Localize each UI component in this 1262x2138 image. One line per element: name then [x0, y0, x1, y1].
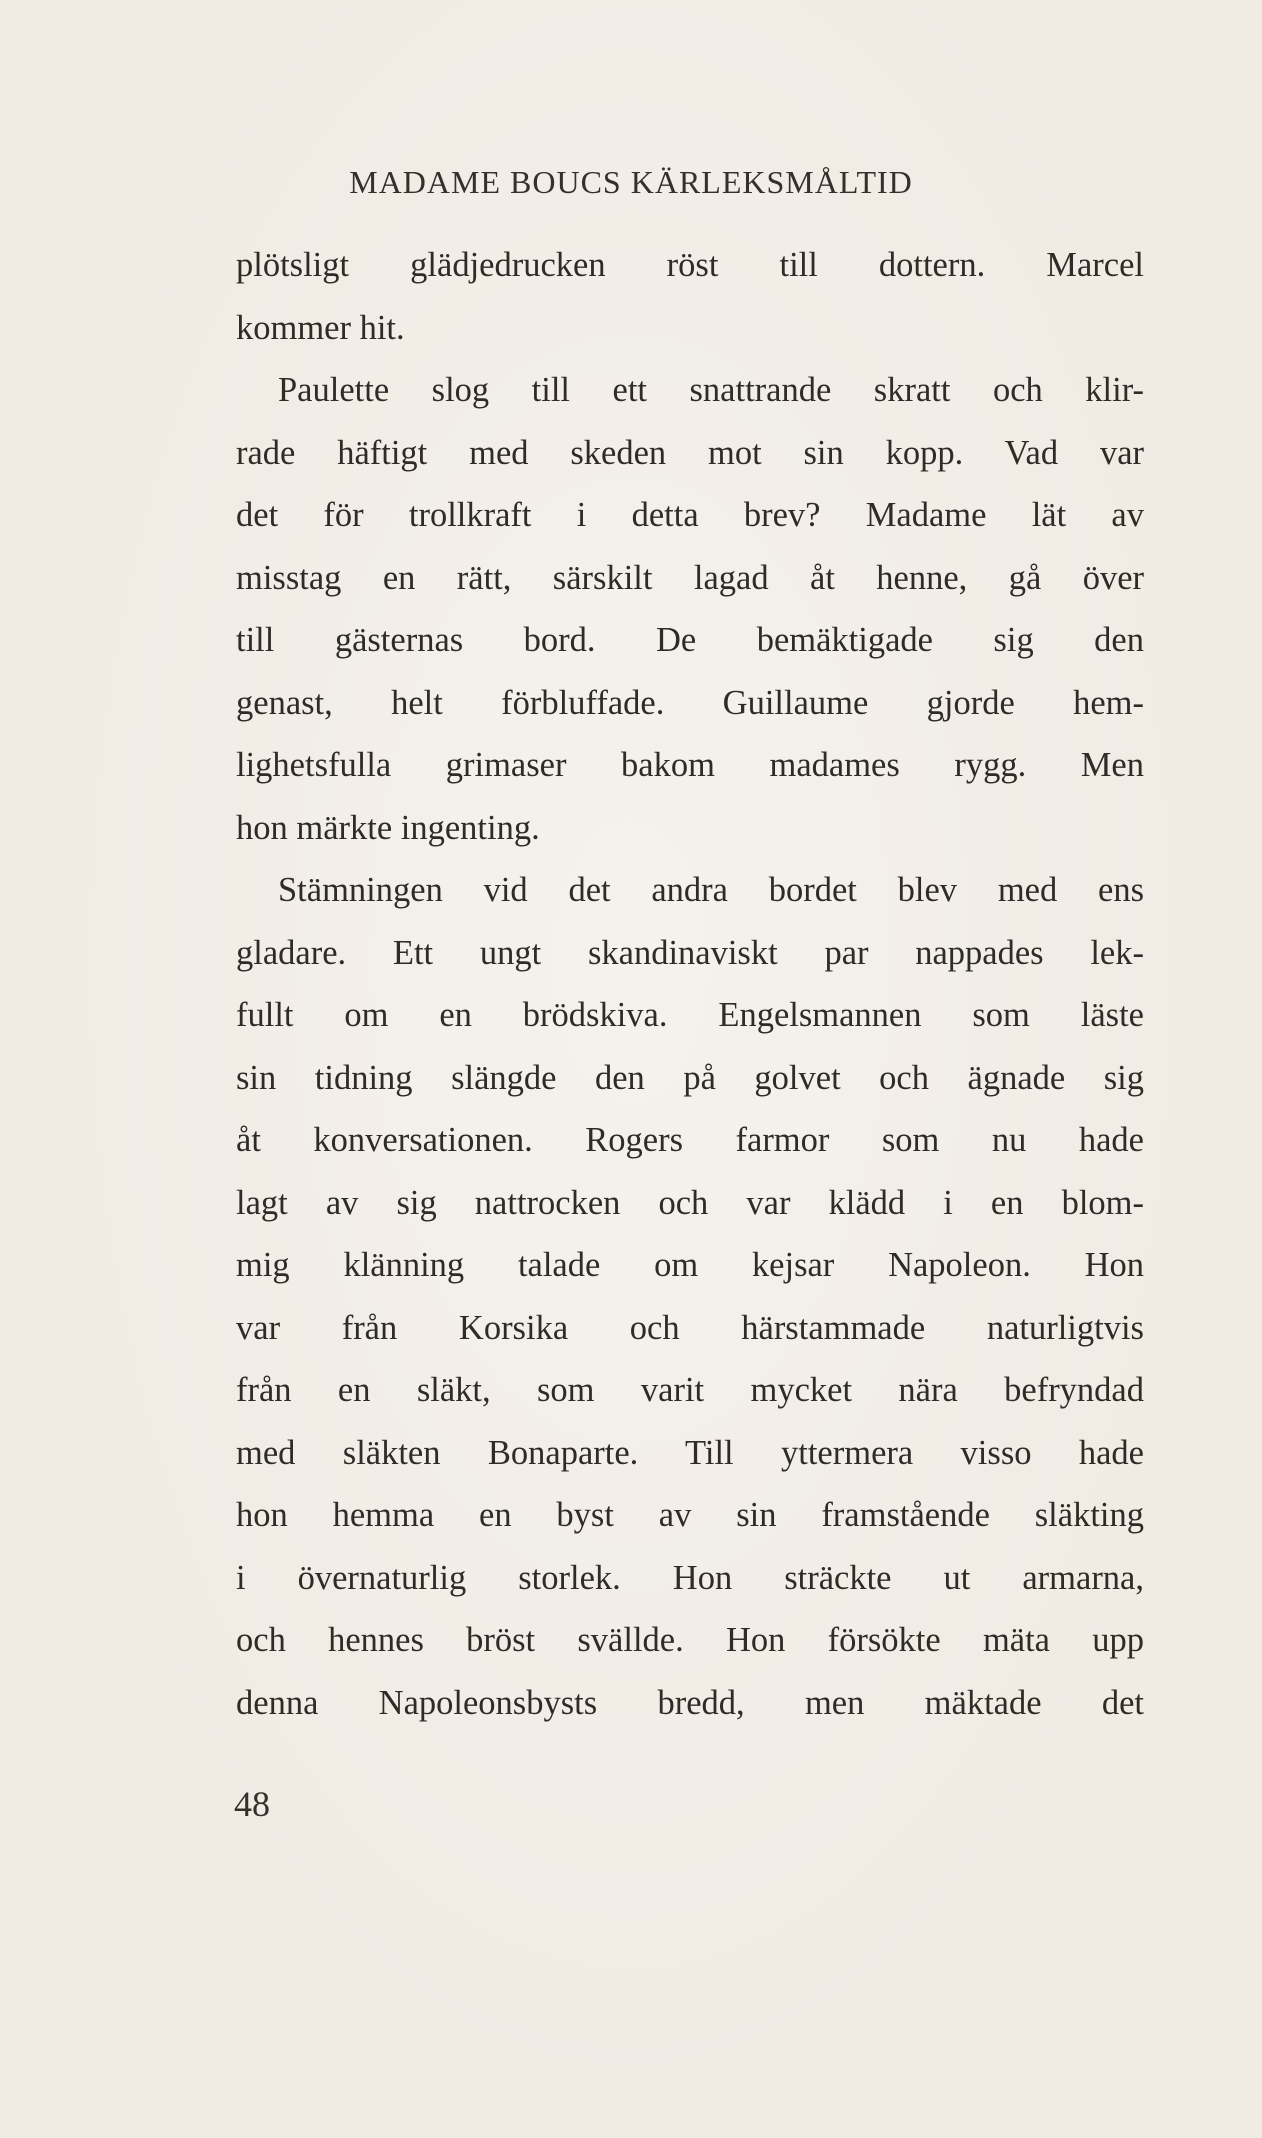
text-line: fullt om en brödskiva. Engelsmannen som läste [236, 996, 1144, 1034]
text-line: från en släkt, som varit mycket nära befryndad [236, 1371, 1144, 1409]
text-line: lagt av sig nattrocken och var klädd i en blom- [236, 1183, 1144, 1222]
text-line: med släkten Bonaparte. Till yttermera visso hade [236, 1433, 1144, 1472]
text-line: lighetsfulla grimaser bakom madames rygg. Men [236, 746, 1144, 784]
text-line: gladare. Ett ungt skandinaviskt par nappades lek- [236, 933, 1144, 972]
text-line: sin tidning slängde den på golvet och ägnade sig [236, 1058, 1144, 1097]
running-head: MADAME BOUCS KÄRLEKSMÅLTID [349, 164, 913, 200]
text-line: genast, helt förbluffade. Guillaume gjorde hem- [236, 683, 1144, 722]
text-line: åt konversationen. Rogers farmor som nu hade [236, 1121, 1144, 1159]
text-line: plötsligt glädjedrucken röst till dottern. Marcel [236, 246, 1144, 284]
text-line: misstag en rätt, särskilt lagad åt henne, gå över [236, 558, 1144, 597]
text-line: var från Korsika och härstammade naturligtvis [236, 1308, 1144, 1347]
page-number: 48 [234, 1784, 270, 1824]
body-text [236, 234, 1144, 1734]
text-line: Paulette slog till ett snattrande skratt och klir- [278, 371, 1144, 409]
text-line: rade häftigt med skeden mot sin kopp. Vad var [236, 433, 1144, 472]
text-line: mig klänning talade om kejsar Napoleon. Hon [236, 1246, 1144, 1284]
text-line: i övernaturlig storlek. Hon sträckte ut armarna, [236, 1558, 1144, 1597]
text-line: det för trollkraft i detta brev? Madame lät av [236, 496, 1144, 534]
text-line: denna Napoleonsbysts bredd, men mäktade det [236, 1683, 1144, 1722]
text-line: hon hemma en byst av sin framstående släkting [236, 1496, 1144, 1534]
text-line: kommer hit. [236, 308, 405, 347]
text-line: hon märkte ingenting. [236, 808, 540, 847]
text-line: till gästernas bord. De bemäktigade sig den [236, 621, 1144, 659]
text-line: och hennes bröst svällde. Hon försökte mäta upp [236, 1621, 1144, 1659]
text-line: Stämningen vid det andra bordet blev med ens [278, 871, 1144, 909]
